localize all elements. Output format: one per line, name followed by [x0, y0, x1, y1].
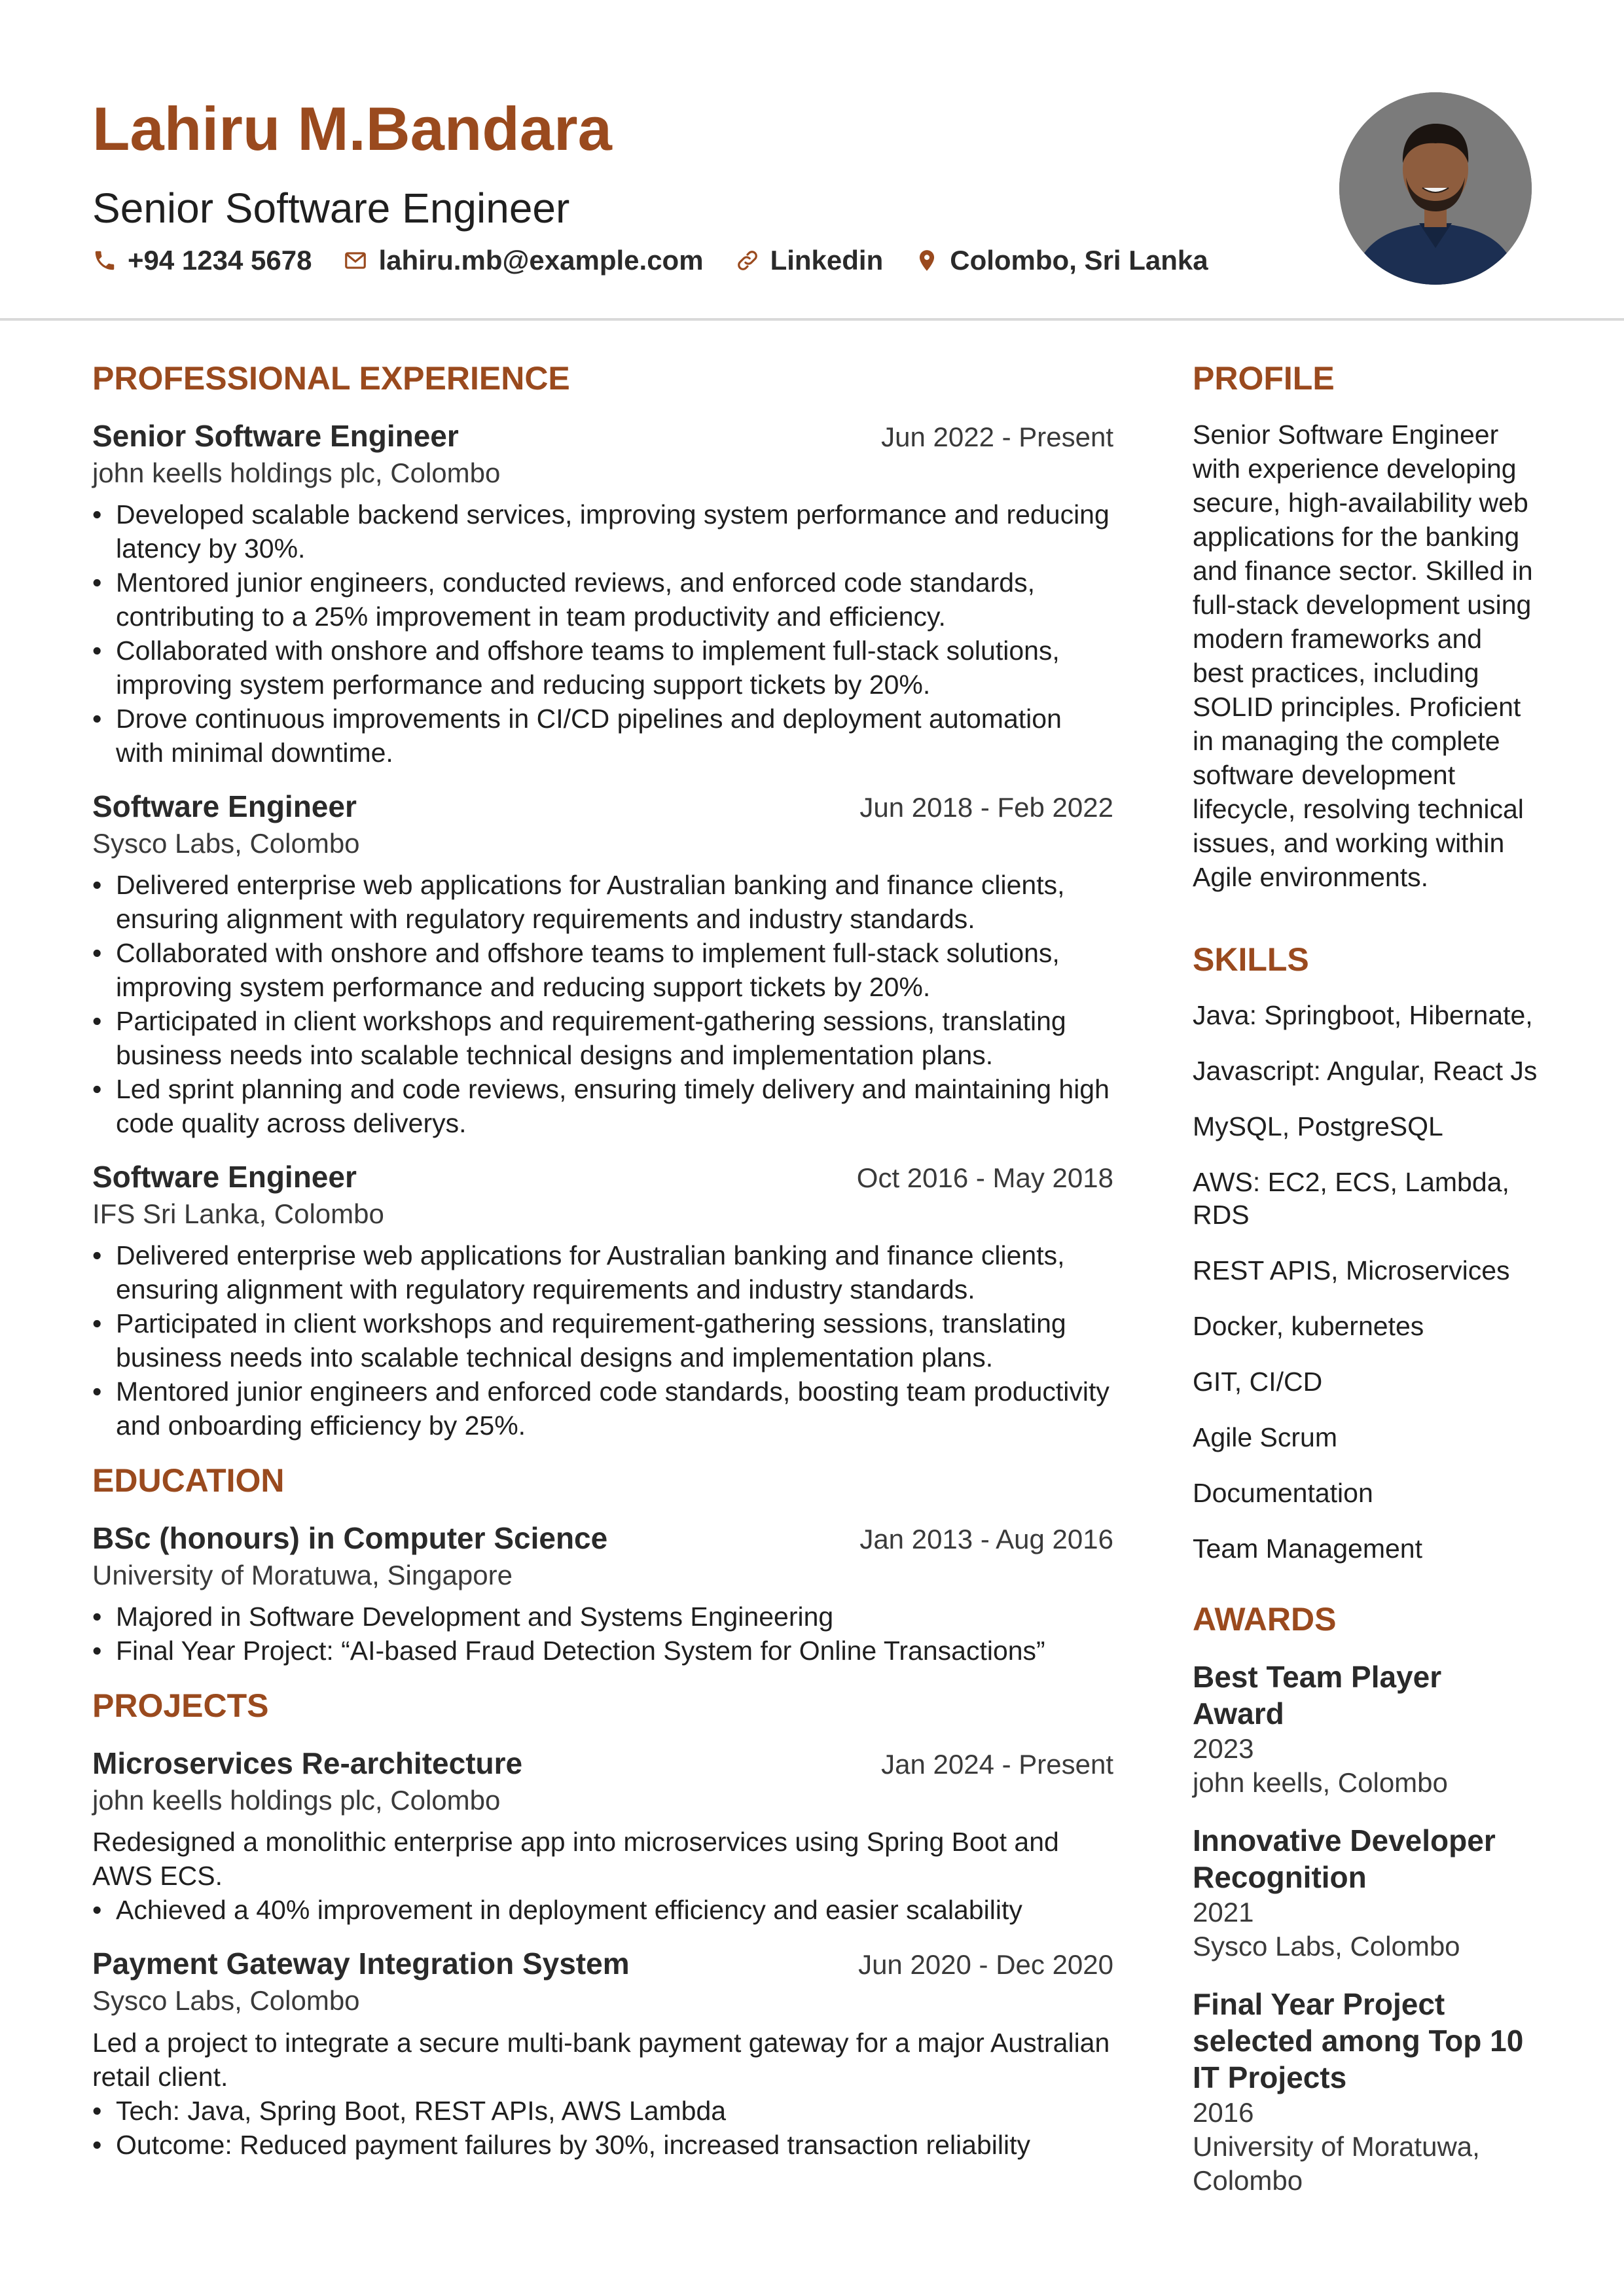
contact-location	[914, 245, 1208, 276]
contact-bar	[92, 245, 1240, 276]
candidate-name: Lahiru M.Bandara	[92, 94, 612, 163]
contact-email[interactable]	[343, 245, 703, 276]
bullet-item: • Participated in client workshops and requirement-gathering sessions, translating business needs into scalable technical designs and implementation plans.	[92, 1306, 1113, 1374]
bullet-item: • Drove continuous improvements in CI/CD pipelines and deployment automation with minimal downtime.	[92, 702, 1113, 770]
education-heading: EDUCATION	[92, 1462, 285, 1499]
bullet-item: • Developed scalable backend services, improving system performance and reducing latency by 30%.	[92, 497, 1113, 565]
job-dates: Oct 2016 - May 2018	[856, 1162, 1113, 1194]
education-bullets	[92, 1600, 1113, 1668]
skills-list	[1193, 999, 1540, 1565]
bullet-item: • Participated in client workshops and requirement-gathering sessions, translating business needs into scalable technical designs and implementation plans.	[92, 1004, 1113, 1072]
job-bullets	[92, 868, 1113, 1140]
experience-heading: PROFESSIONAL EXPERIENCE	[92, 360, 570, 397]
project-dates: Jan 2024 - Present	[881, 1749, 1113, 1780]
award-org: University of Moratuwa, Colombo	[1193, 2131, 1480, 2196]
bullet-item: • Delivered enterprise web applications for Australian banking and finance clients, ensuring alignment with regulatory requirements and industry standards.	[92, 1238, 1113, 1306]
contact-phone[interactable]	[92, 245, 312, 276]
award-title: Final Year Project selected among Top 10 IT Projects	[1193, 1987, 1524, 2094]
job-company: Sysco Labs, Colombo	[92, 827, 360, 859]
bullet-item: • Outcome: Reduced payment failures by 30%, increased transaction reliability	[92, 2128, 1113, 2162]
skill-item: GIT, CI/CD	[1193, 1367, 1323, 1397]
phone-icon	[92, 248, 117, 273]
job-dates: Jun 2018 - Feb 2022	[859, 792, 1113, 823]
bullet-item: • Mentored junior engineers, conducted reviews, and enforced code standards, contributing to a 25% improvement in team productivity and efficiency.	[92, 565, 1113, 634]
bullet-item: • Led sprint planning and code reviews, ensuring timely delivery and maintaining high code quality across deliverys.	[92, 1072, 1113, 1140]
bullet-item: • Delivered enterprise web applications for Australian banking and finance clients, ensuring alignment with regulatory requirements and industry standards.	[92, 868, 1113, 936]
bullet-item: • Achieved a 40% improvement in deployment efficiency and easier scalability	[92, 1893, 1113, 1927]
skill-item: REST APIS, Microservices	[1193, 1255, 1510, 1285]
award-year: 2021	[1193, 1897, 1254, 1928]
award-org: Sysco Labs, Colombo	[1193, 1931, 1460, 1962]
award-entry	[1193, 1986, 1540, 2198]
skill-item: AWS: EC2, ECS, Lambda, RDS	[1193, 1167, 1509, 1230]
location-text: Colombo, Sri Lanka	[950, 245, 1208, 276]
experience-entry	[92, 1158, 1113, 1443]
project-title: Payment Gateway Integration System	[92, 1946, 630, 1981]
job-bullets	[92, 1238, 1113, 1443]
skill-item: Java: Springboot, Hibernate,	[1193, 1000, 1533, 1030]
awards-heading: AWARDS	[1193, 1601, 1337, 1638]
skill-item: Documentation	[1193, 1478, 1373, 1508]
right-column	[1193, 359, 1540, 2220]
award-title: Innovative Developer Recognition	[1193, 1823, 1496, 1894]
profile-photo	[1339, 92, 1532, 285]
project-entry	[92, 1945, 1113, 2161]
link-icon	[735, 248, 760, 273]
avatar	[1339, 92, 1532, 285]
award-title: Best Team Player Award	[1193, 1660, 1442, 1731]
profile-summary: Senior Software Engineer with experience developing secure, high-availability web applications for the banking and finance sector. Skilled in full-stack development using modern frameworks and best practices, including SOLID principles. Proficient in managing the complete software development lifecycle, resolving technical issues, and working within Agile environments.	[1193, 420, 1533, 892]
award-org: john keells, Colombo	[1193, 1767, 1448, 1798]
project-description: Redesigned a monolithic enterprise app into microservices using Spring Boot and AWS ECS.	[92, 1827, 1059, 1892]
job-company: john keells holdings plc, Colombo	[92, 457, 501, 488]
mail-icon	[343, 248, 368, 273]
skill-item: MySQL, PostgreSQL	[1193, 1111, 1443, 1141]
job-title: Software Engineer	[92, 789, 357, 824]
skill-item: Agile Scrum	[1193, 1422, 1338, 1452]
award-entry	[1193, 1659, 1540, 1800]
experience-entry	[92, 788, 1113, 1140]
location-pin-icon	[914, 248, 939, 273]
award-year: 2016	[1193, 2097, 1254, 2128]
project-description: Led a project to integrate a secure multi-bank payment gateway for a major Australian retail client.	[92, 2027, 1110, 2092]
email-text: lahiru.mb@example.com	[378, 245, 704, 276]
experience-entry	[92, 418, 1113, 770]
profile-heading: PROFILE	[1193, 360, 1335, 397]
job-title: Software Engineer	[92, 1160, 357, 1194]
job-company: IFS Sri Lanka, Colombo	[92, 1198, 384, 1229]
skills-heading: SKILLS	[1193, 941, 1309, 978]
project-title: Microservices Re-architecture	[92, 1746, 523, 1781]
candidate-title: Senior Software Engineer	[92, 185, 570, 232]
job-title: Senior Software Engineer	[92, 419, 459, 453]
bullet-item: • Majored in Software Development and Systems Engineering	[92, 1600, 1113, 1634]
project-dates: Jun 2020 - Dec 2020	[858, 1949, 1113, 1981]
resume-header	[0, 0, 1624, 321]
projects-heading: PROJECTS	[92, 1687, 269, 1725]
education-entry	[92, 1520, 1113, 1668]
phone-text: +94 1234 5678	[128, 245, 312, 276]
bullet-item: • Tech: Java, Spring Boot, REST APIs, AWS Lambda	[92, 2094, 1113, 2128]
project-org: john keells holdings plc, Colombo	[92, 1784, 501, 1816]
project-org: Sysco Labs, Colombo	[92, 1984, 360, 2016]
education-dates: Jan 2013 - Aug 2016	[859, 1524, 1113, 1555]
bullet-item: • Collaborated with onshore and offshore teams to implement full-stack solutions, improving system performance and reducing support tickets by 20%.	[92, 936, 1113, 1004]
bullet-item: • Collaborated with onshore and offshore teams to implement full-stack solutions, improving system performance and reducing support tickets by 20%.	[92, 634, 1113, 702]
project-entry	[92, 1745, 1113, 1927]
left-column	[92, 359, 1113, 2180]
job-bullets	[92, 497, 1113, 770]
award-year: 2023	[1193, 1733, 1254, 1764]
job-dates: Jun 2022 - Present	[881, 422, 1113, 452]
project-bullets	[92, 1893, 1113, 1927]
bullet-item: • Final Year Project: “AI-based Fraud Detection System for Online Transactions”	[92, 1634, 1113, 1668]
school-name: University of Moratuwa, Singapore	[92, 1559, 513, 1590]
skill-item: Javascript: Angular, React Js	[1193, 1056, 1538, 1086]
degree-title: BSc (honours) in Computer Science	[92, 1521, 608, 1556]
skill-item: Docker, kubernetes	[1193, 1311, 1424, 1341]
award-entry	[1193, 1822, 1540, 1964]
linkedin-text: Linkedin	[770, 245, 884, 276]
bullet-item: • Mentored junior engineers and enforced code standards, boosting team productivity and onboarding efficiency by 25%.	[92, 1374, 1113, 1443]
skill-item: Team Management	[1193, 1534, 1422, 1564]
contact-linkedin[interactable]	[735, 245, 884, 276]
project-bullets	[92, 2094, 1113, 2162]
